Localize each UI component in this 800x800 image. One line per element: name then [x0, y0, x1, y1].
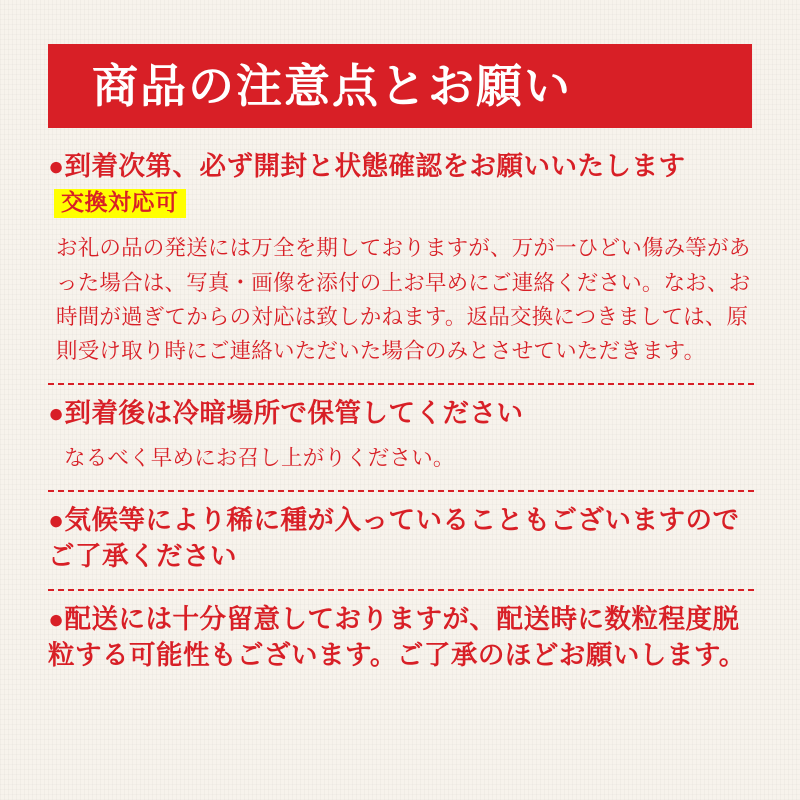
section-2-body: なるべく早めにお召し上がりください。: [64, 446, 455, 471]
divider-2: [48, 490, 754, 492]
divider-1: [48, 383, 754, 385]
section-3-heading-text: 気候等により稀に種が入っていることもございますのでご了承ください: [48, 504, 740, 572]
section-2-heading: [48, 395, 754, 432]
section-4-heading: [48, 601, 754, 674]
page-title: 商品の注意点とお願い: [92, 60, 572, 112]
notice-section-1: [48, 148, 754, 369]
page-title-band: [48, 44, 752, 128]
bullet-icon-3: ●: [48, 504, 65, 535]
section-1-heading-text: 到着次第、必ず開封と状態確認をお願いいたします: [64, 151, 686, 181]
notice-section-3: [48, 502, 754, 575]
divider-3: [48, 589, 754, 591]
notice-section-2: [48, 395, 754, 476]
section-3-heading: [48, 502, 754, 575]
notice-content: [48, 142, 754, 674]
bullet-icon-2: ●: [48, 397, 65, 428]
section-1-body: お礼の品の発送には万全を期しておりますが、万が一ひどい傷み等があった場合は、写真・画像を添付の上お早めにご連絡ください。なお、お時間が過ぎてからの対応は致しかねます。返品交換につきましては、原則受け取り時にご連絡いただいた場合のみとさせていただきます。: [56, 236, 751, 364]
section-1-badge: 交換対応可: [54, 189, 186, 218]
section-1-heading: [48, 148, 754, 221]
bullet-icon-1: ●: [48, 151, 65, 181]
notice-section-4: [48, 601, 754, 674]
bullet-icon-4: ●: [48, 603, 65, 634]
section-2-heading-text: 到着後は冷暗場所で保管してください: [64, 397, 524, 428]
section-4-heading-text: 配送には十分留意しておりますが、配送時に数粒程度脱粒する可能性もございます。ご了承のほどお願いします。: [48, 603, 746, 671]
